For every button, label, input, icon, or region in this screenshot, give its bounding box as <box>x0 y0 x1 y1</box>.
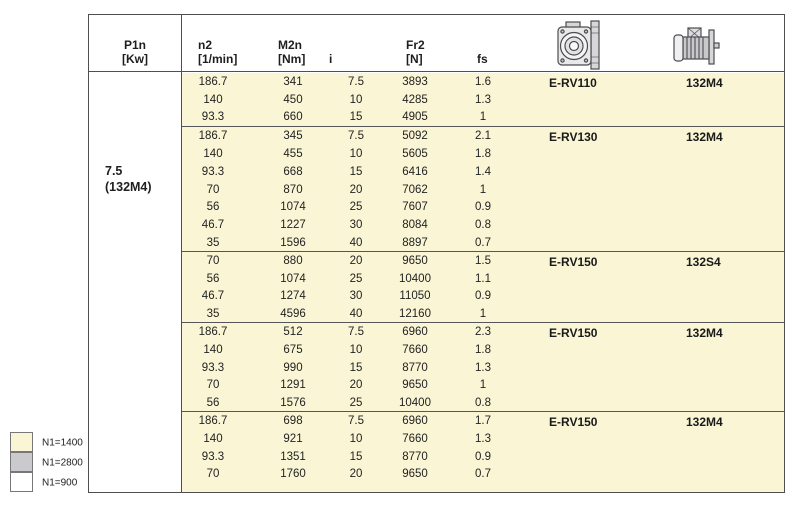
rating-block-e-rv150 <box>182 411 784 482</box>
cell: 186.7 <box>198 326 228 339</box>
cell: 1.8 <box>475 343 491 356</box>
cell: 990 <box>283 361 303 374</box>
table-blocks <box>182 73 784 492</box>
cell: 30 <box>349 219 363 232</box>
cell: 2.1 <box>475 130 491 143</box>
cell: 1291 <box>280 379 306 392</box>
col-header-n2-unit: [1/min] <box>198 52 238 66</box>
cell: 140 <box>203 432 223 445</box>
legend-color-swatch <box>10 452 33 472</box>
motor-size-label: 132S4 <box>686 254 721 269</box>
cell: 30 <box>349 290 363 303</box>
cell: 9650 <box>402 254 428 267</box>
gearbox-icon <box>556 19 606 71</box>
col-header-i: i <box>329 52 333 66</box>
col-header-p1n-line1: P1n <box>123 38 146 52</box>
cell: 450 <box>283 93 303 106</box>
cell: 1 <box>479 183 487 196</box>
cell: 25 <box>349 397 363 410</box>
col-header-fr2-line1: Fr2 <box>406 38 425 52</box>
cell: 1.7 <box>475 415 491 428</box>
cell: 10 <box>349 432 363 445</box>
table-row <box>182 394 784 412</box>
table-row <box>182 199 784 217</box>
cell: 1274 <box>280 290 306 303</box>
p1n-value-power: 7.5 <box>105 164 123 178</box>
cell: 9650 <box>402 468 428 481</box>
legend-color-swatch <box>10 432 33 452</box>
cell: 8084 <box>402 219 428 232</box>
cell: 0.9 <box>475 201 491 214</box>
cell: 15 <box>349 111 363 124</box>
cell: 455 <box>283 148 303 161</box>
cell: 1 <box>479 379 487 392</box>
cell: 345 <box>283 130 303 143</box>
legend-label: N1=2800 <box>42 457 83 469</box>
rating-block-e-rv150 <box>182 322 784 411</box>
table-row <box>182 91 784 109</box>
col-header-n2-line1: n2 <box>198 38 213 52</box>
cell: 1 <box>479 308 487 321</box>
cell: 1074 <box>280 272 306 285</box>
cell: 660 <box>283 111 303 124</box>
col-header-m2n <box>278 38 305 66</box>
cell: 56 <box>206 397 220 410</box>
cell: 10 <box>349 148 363 161</box>
cell: 70 <box>206 183 220 196</box>
cell: 1351 <box>280 450 306 463</box>
cell: 4596 <box>280 308 306 321</box>
cell: 341 <box>283 75 303 88</box>
col-header-n2 <box>198 38 237 66</box>
col-header-fr2-unit: [N] <box>406 52 423 66</box>
cell: 7607 <box>402 201 428 214</box>
rating-block-e-rv150 <box>182 251 784 322</box>
cell: 93.3 <box>201 111 225 124</box>
cell: 698 <box>283 415 303 428</box>
cell: 0.9 <box>475 290 491 303</box>
cell: 25 <box>349 201 363 214</box>
cell: 186.7 <box>198 415 228 428</box>
cell: 1227 <box>280 219 306 232</box>
col-header-fs: fs <box>477 52 488 66</box>
cell: 35 <box>206 308 220 321</box>
cell: 56 <box>206 201 220 214</box>
cell: 8770 <box>402 361 428 374</box>
cell: 870 <box>283 183 303 196</box>
cell: 20 <box>349 183 363 196</box>
gearbox-model-label: E-RV150 <box>549 415 598 430</box>
cell: 1.6 <box>475 75 491 88</box>
cell: 15 <box>349 361 363 374</box>
cell: 4285 <box>402 93 428 106</box>
cell: 9650 <box>402 379 428 392</box>
cell: 70 <box>206 468 220 481</box>
table-row <box>182 270 784 288</box>
motor-size-label: 132M4 <box>686 130 723 145</box>
cell: 7660 <box>402 432 428 445</box>
table-row <box>182 341 784 359</box>
col-header-p1n-unit: [Kw] <box>122 52 148 66</box>
rating-block-e-rv130 <box>182 126 784 251</box>
cell: 1.8 <box>475 148 491 161</box>
cell: 20 <box>349 379 363 392</box>
cell: 35 <box>206 237 220 250</box>
cell: 56 <box>206 272 220 285</box>
gearbox-model-label: E-RV110 <box>549 76 597 90</box>
cell: 46.7 <box>201 219 225 232</box>
cell: 7.5 <box>348 326 364 339</box>
cell: 25 <box>349 272 363 285</box>
legend-label: N1=900 <box>42 477 78 489</box>
cell: 3893 <box>402 75 428 88</box>
cell: 6960 <box>402 415 428 428</box>
cell: 10 <box>349 93 363 106</box>
table-row <box>182 181 784 199</box>
legend-label: N1=1400 <box>42 437 83 449</box>
cell: 93.3 <box>201 361 225 374</box>
cell: 675 <box>283 343 303 356</box>
cell: 15 <box>349 450 363 463</box>
cell: 0.7 <box>475 237 491 250</box>
gearbox-model-label: E-RV130 <box>549 130 598 145</box>
cell: 2.3 <box>475 326 491 339</box>
cell: 880 <box>283 254 303 267</box>
table-row <box>182 288 784 306</box>
cell: 70 <box>206 254 220 267</box>
table-row <box>182 359 784 377</box>
cell: 40 <box>349 237 363 250</box>
motor-size-label: 132M4 <box>686 76 723 90</box>
cell: 1760 <box>280 468 306 481</box>
cell: 11050 <box>399 290 431 303</box>
cell: 93.3 <box>201 450 225 463</box>
table-row <box>182 305 784 323</box>
cell: 140 <box>203 148 223 161</box>
cell: 93.3 <box>201 165 225 178</box>
cell: 0.7 <box>475 468 491 481</box>
table-row <box>182 163 784 181</box>
cell: 1576 <box>280 397 306 410</box>
cell: 70 <box>206 379 220 392</box>
cell: 1.3 <box>475 93 491 106</box>
table-row <box>182 448 784 466</box>
table-header <box>89 15 784 72</box>
table-row <box>182 430 784 448</box>
col-header-m2n-unit: [Nm] <box>278 52 306 66</box>
cell: 10400 <box>399 397 431 410</box>
cell: 1.3 <box>475 361 491 374</box>
col-header-m2n-line1: M2n <box>278 38 302 52</box>
legend-color-swatch <box>10 472 33 492</box>
cell: 8897 <box>402 237 428 250</box>
cell: 20 <box>349 468 363 481</box>
cell: 186.7 <box>198 75 228 88</box>
cell: 8770 <box>402 450 428 463</box>
cell: 0.8 <box>475 397 491 410</box>
cell: 1074 <box>280 201 306 214</box>
cell: 140 <box>203 343 223 356</box>
cell: 7.5 <box>348 130 364 143</box>
cell: 1596 <box>280 237 306 250</box>
cell: 7.5 <box>348 75 364 88</box>
cell: 1.5 <box>475 254 491 267</box>
table-row <box>182 466 784 484</box>
cell: 40 <box>349 308 363 321</box>
cell: 10 <box>349 343 363 356</box>
gearbox-model-label: E-RV150 <box>549 254 598 269</box>
table-row <box>182 377 784 395</box>
motor-size-label: 132M4 <box>686 415 723 430</box>
cell: 4905 <box>402 111 428 124</box>
cell: 1.4 <box>475 165 491 178</box>
cell: 12160 <box>399 308 431 321</box>
cell: 46.7 <box>201 290 225 303</box>
cell: 6416 <box>402 165 428 178</box>
cell: 921 <box>283 432 303 445</box>
cell: 1 <box>479 111 487 124</box>
cell: 5092 <box>402 130 428 143</box>
rating-block-e-rv110 <box>182 73 784 126</box>
table-row <box>182 145 784 163</box>
cell: 186.7 <box>198 130 228 143</box>
cell: 20 <box>349 254 363 267</box>
cell: 7062 <box>402 183 428 196</box>
table-row <box>182 109 784 127</box>
cell: 512 <box>283 326 303 339</box>
table-row <box>182 216 784 234</box>
cell: 6960 <box>402 326 428 339</box>
p1n-value-motor-size: (132M4) <box>105 180 152 194</box>
cell: 1.1 <box>475 272 491 285</box>
table-row <box>182 234 784 252</box>
cell: 7660 <box>402 343 428 356</box>
cell: 5605 <box>402 148 428 161</box>
rating-table <box>88 14 785 493</box>
cell: 1.3 <box>475 432 491 445</box>
cell: 0.8 <box>475 219 491 232</box>
cell: 0.9 <box>475 450 491 463</box>
cell: 140 <box>203 93 223 106</box>
p1n-value <box>105 163 152 195</box>
col-header-p1n <box>89 38 181 66</box>
motor-icon <box>673 26 720 67</box>
cell: 10400 <box>399 272 431 285</box>
motor-size-label: 132M4 <box>686 326 723 341</box>
gearbox-model-label: E-RV150 <box>549 326 598 341</box>
cell: 668 <box>283 165 303 178</box>
cell: 7.5 <box>348 415 364 428</box>
cell: 15 <box>349 165 363 178</box>
col-header-fr2 <box>406 38 425 66</box>
